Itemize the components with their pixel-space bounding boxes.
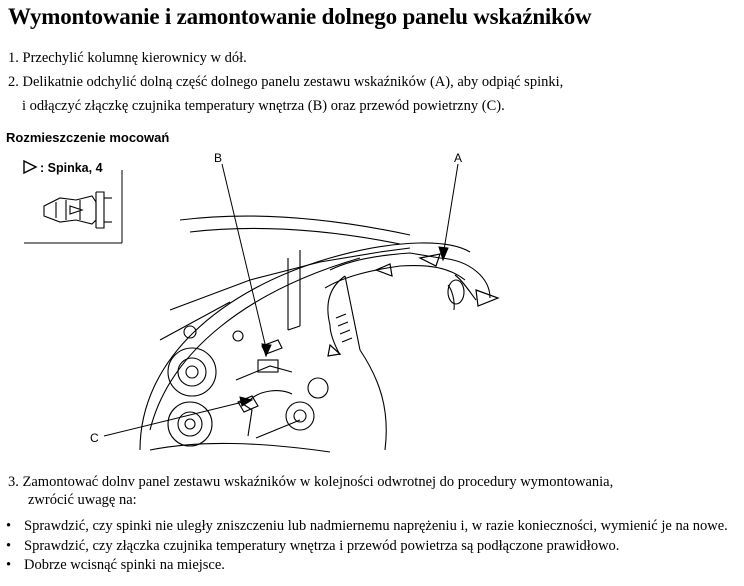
page-title: Wymontowanie i zamontowanie dolnego panelu wskaźników bbox=[8, 4, 592, 29]
legend-text: : Spinka, 4 bbox=[40, 161, 103, 175]
step-3-line-1: 3. Zamontować dolnv panel zestawu wskaźników w kolejności odwrotnej do procedury wymontowania, bbox=[8, 474, 614, 490]
label-b: B bbox=[214, 151, 223, 165]
step-2-line-2: i odłączyć złączkę czujnika temperatury wnętrza (B) oraz przewód powietrzny (C). bbox=[22, 98, 505, 114]
clip-inset bbox=[24, 161, 122, 243]
list-item bbox=[6, 518, 728, 535]
mounting-locations-title: Rozmieszczenie mocowań bbox=[6, 130, 170, 145]
label-a: A bbox=[454, 151, 463, 165]
list-item-text: Dobrze wcisnąć spinki na miejsce. bbox=[24, 557, 225, 573]
instrument-panel-diagram bbox=[0, 140, 744, 460]
bullet-icon: • bbox=[6, 518, 12, 534]
list-item-text: Sprawdzić, czy złączka czujnika temperatury wnętrza i przewód powietrza są podłączone prawidłowo. bbox=[24, 538, 620, 554]
bullet-icon: • bbox=[6, 557, 12, 573]
clip-icon bbox=[44, 192, 112, 228]
label-c: C bbox=[90, 431, 99, 445]
step-3-line-2: zwrócić uwagę na: bbox=[28, 492, 137, 508]
list-item bbox=[6, 557, 225, 574]
step-1: 1. Przechylić kolumnę kierownicy w dół. bbox=[8, 50, 247, 66]
step-2-line-1: 2. Delikatnie odchylić dolną część dolnego panelu zestawu wskaźników (A), aby odpiąć spinki, bbox=[8, 74, 564, 90]
clip-triangle-icon bbox=[24, 161, 36, 173]
bullet-icon: • bbox=[6, 538, 12, 554]
callouts bbox=[104, 164, 458, 436]
list-item bbox=[6, 538, 619, 555]
list-item-text: Sprawdzić, czy spinki nie uległy zniszczeniu lub nadmiernemu naprężeniu i, w razie konieczności, wymienić je na nowe. bbox=[24, 518, 728, 534]
